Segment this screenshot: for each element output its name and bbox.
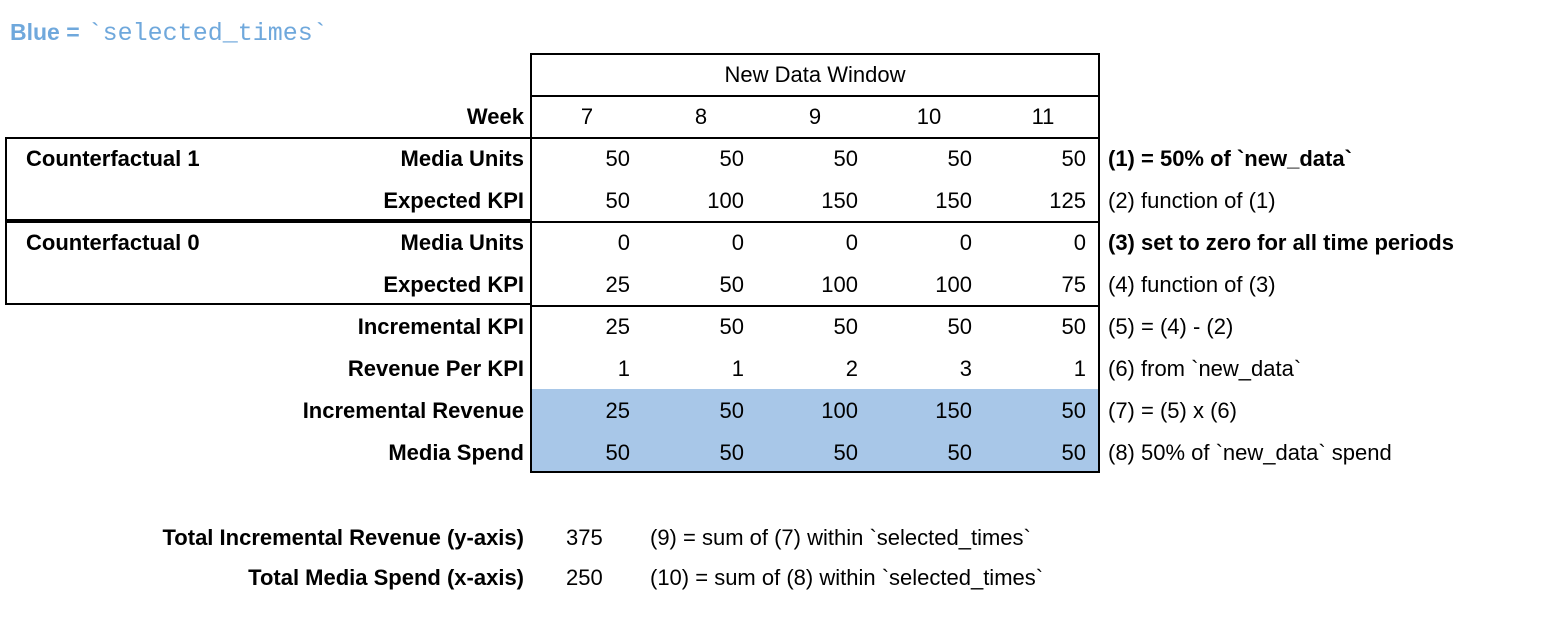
data-cell: 50 [719, 314, 744, 339]
data-cell: 50 [1061, 146, 1086, 171]
data-cell: 50 [605, 188, 630, 213]
data-cell: 50 [947, 146, 972, 171]
data-cell: 0 [959, 230, 972, 255]
data-cell: 25 [605, 398, 630, 423]
data-cell: 75 [1061, 272, 1086, 297]
data-cell: 50 [1061, 398, 1086, 423]
legend-selected-times-code: `selected_times` [87, 19, 328, 48]
data-cell: 25 [605, 314, 630, 339]
data-cell: 100 [707, 188, 744, 213]
data-cell: 50 [719, 398, 744, 423]
total-label: Total Incremental Revenue (y-axis) [162, 525, 524, 550]
row-note: (3) set to zero for all time periods [1108, 230, 1454, 255]
data-cell: 100 [821, 398, 858, 423]
week-number: 8 [694, 104, 708, 129]
legend-note [10, 14, 328, 54]
data-cell: 100 [821, 272, 858, 297]
data-cell: 50 [719, 440, 744, 465]
row-label: Media Units [400, 230, 524, 255]
week-number: 9 [808, 104, 822, 129]
total-value: 250 [566, 565, 603, 590]
row-label: Expected KPI [383, 188, 524, 213]
data-cell: 50 [719, 272, 744, 297]
data-cell: 50 [947, 440, 972, 465]
total-note: (10) = sum of (8) within `selected_times` [650, 565, 1044, 590]
data-cell: 0 [617, 230, 630, 255]
row-label: Revenue Per KPI [347, 356, 524, 381]
data-cell: 1 [731, 356, 744, 381]
data-cell: 50 [947, 314, 972, 339]
row-label: Media Units [400, 146, 524, 171]
row-note: (8) 50% of `new_data` spend [1108, 440, 1392, 465]
week-number: 7 [580, 104, 594, 129]
row-note: (5) = (4) - (2) [1108, 314, 1234, 339]
week-number: 11 [1031, 104, 1055, 129]
data-cell: 50 [833, 146, 858, 171]
data-cell: 50 [605, 146, 630, 171]
legend-blue-word: Blue = [10, 19, 80, 45]
data-cell: 50 [605, 440, 630, 465]
data-cell: 25 [605, 272, 630, 297]
data-cell: 0 [1073, 230, 1086, 255]
row-note: (2) function of (1) [1108, 188, 1276, 213]
row-label: Incremental Revenue [302, 398, 524, 423]
total-value: 375 [566, 525, 603, 550]
data-cell: 50 [1061, 440, 1086, 465]
data-cell: 125 [1049, 188, 1086, 213]
data-cell: 2 [845, 356, 858, 381]
new-data-window-header: New Data Window [724, 62, 906, 87]
data-cell: 50 [833, 440, 858, 465]
row-label: Expected KPI [383, 272, 524, 297]
total-label: Total Media Spend (x-axis) [248, 565, 524, 590]
row-note: (4) function of (3) [1108, 272, 1276, 297]
row-note: (6) from `new_data` [1108, 356, 1302, 381]
data-cell: 0 [845, 230, 858, 255]
row-note: (1) = 50% of `new_data` [1108, 146, 1352, 171]
data-cell: 1 [1073, 356, 1086, 381]
data-cell: 150 [935, 188, 972, 213]
row-label: Media Spend [388, 440, 524, 465]
counterfactual-group-label: Counterfactual 1 [26, 146, 200, 171]
total-note: (9) = sum of (7) within `selected_times` [650, 525, 1031, 550]
data-cell: 50 [833, 314, 858, 339]
week-number: 10 [916, 104, 942, 129]
data-cell: 150 [821, 188, 858, 213]
counterfactual-group-label: Counterfactual 0 [26, 230, 200, 255]
data-cell: 50 [719, 146, 744, 171]
data-cell: 0 [731, 230, 744, 255]
data-cell: 100 [935, 272, 972, 297]
data-cell: 1 [617, 356, 630, 381]
row-label: Incremental KPI [357, 314, 524, 339]
data-cell: 3 [959, 356, 972, 381]
row-note: (7) = (5) x (6) [1108, 398, 1237, 423]
data-cell: 150 [935, 398, 972, 423]
week-label: Week [466, 104, 524, 129]
data-cell: 50 [1061, 314, 1086, 339]
